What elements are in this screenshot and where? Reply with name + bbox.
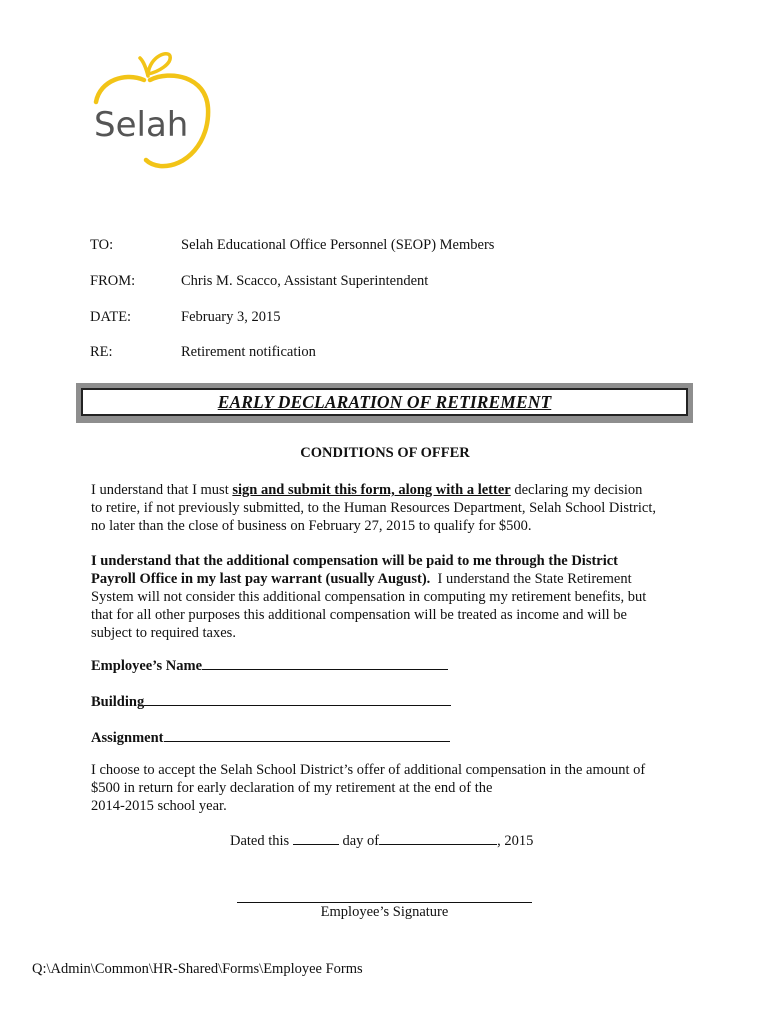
dated-year: , 2015 <box>497 833 534 849</box>
building-field[interactable] <box>91 692 451 711</box>
employee-name-line[interactable] <box>202 656 448 670</box>
dated-line <box>230 832 533 850</box>
title-banner-box <box>81 388 688 416</box>
memo-re-row <box>90 344 316 361</box>
p2-rest-line-2: I understand the State Retirement <box>430 571 632 587</box>
dated-day-of: day of <box>342 833 380 849</box>
month-blank[interactable] <box>379 832 497 845</box>
building-label: Building <box>91 694 145 710</box>
assignment-field[interactable] <box>91 728 450 747</box>
selah-logo <box>88 46 218 176</box>
p1-start: I understand that I must <box>91 482 233 498</box>
assignment-line[interactable] <box>164 728 450 742</box>
offer-line-1: I choose to accept the Selah School District’s offer of additional compensation in the amount of <box>91 762 646 778</box>
conditions-paragraph-2 <box>91 552 691 642</box>
memo-date-label: DATE: <box>90 309 132 325</box>
conditions-paragraph-1 <box>91 481 691 535</box>
memo-to-value: Selah Educational Office Personnel (SEOP) Members <box>181 237 495 253</box>
employee-name-label: Employee’s Name <box>91 658 203 674</box>
conditions-heading: CONDITIONS OF OFFER <box>300 445 470 461</box>
paragraph-2-line-2 <box>91 570 691 588</box>
p1-end: declaring my decision <box>510 482 643 498</box>
memo-from-value: Chris M. Scacco, Assistant Superintendent <box>181 273 429 289</box>
paragraph-1-line-1 <box>91 481 691 499</box>
memo-date-row <box>90 309 281 326</box>
paragraph-1-line-3: no later than the close of business on February 27, 2015 to qualify for $500. <box>91 518 532 534</box>
memo-to-row <box>90 237 495 254</box>
dated-prefix: Dated this <box>230 833 290 849</box>
document-title: EARLY DECLARATION OF RETIREMENT <box>217 391 552 412</box>
paragraph-2-line-3: System will not consider this additional compensation in computing my retirement benefits, but <box>91 589 647 605</box>
day-blank[interactable] <box>293 832 339 845</box>
signature-line[interactable] <box>237 902 532 903</box>
memo-from-row <box>90 273 429 290</box>
title-banner <box>76 383 693 423</box>
memo-re-label: RE: <box>90 344 113 360</box>
employee-name-field[interactable] <box>91 656 448 675</box>
footer-file-path: Q:\Admin\Common\HR-Shared\Forms\Employee Forms <box>32 961 363 977</box>
assignment-label: Assignment <box>91 730 164 746</box>
p2-bold-line-2: Payroll Office in my last pay warrant (usually August). <box>91 571 431 587</box>
building-line[interactable] <box>144 692 451 706</box>
offer-line-3: 2014-2015 school year. <box>91 798 227 814</box>
paragraph-2-line-1: I understand that the additional compensation will be paid to me through the District <box>91 553 619 569</box>
paragraph-2-line-4: that for all other purposes this additional compensation will be treated as income and will be <box>91 607 627 623</box>
memo-re-value: Retirement notification <box>181 344 316 360</box>
logo-text: Selah <box>94 105 189 145</box>
memo-to-label: TO: <box>90 237 114 253</box>
paragraph-1-line-2: to retire, if not previously submitted, to the Human Resources Department, Selah School District, <box>91 500 656 516</box>
apple-logo-icon <box>88 46 218 176</box>
signature-label: Employee’s Signature <box>320 904 449 920</box>
memo-date-value: February 3, 2015 <box>181 309 281 325</box>
offer-line-2: $500 in return for early declaration of my retirement at the end of the <box>91 780 493 796</box>
memo-from-label: FROM: <box>90 273 136 289</box>
offer-paragraph <box>91 761 691 815</box>
paragraph-2-line-5: subject to required taxes. <box>91 625 236 641</box>
p1-underlined-text: sign and submit this form, along with a letter <box>232 482 511 498</box>
